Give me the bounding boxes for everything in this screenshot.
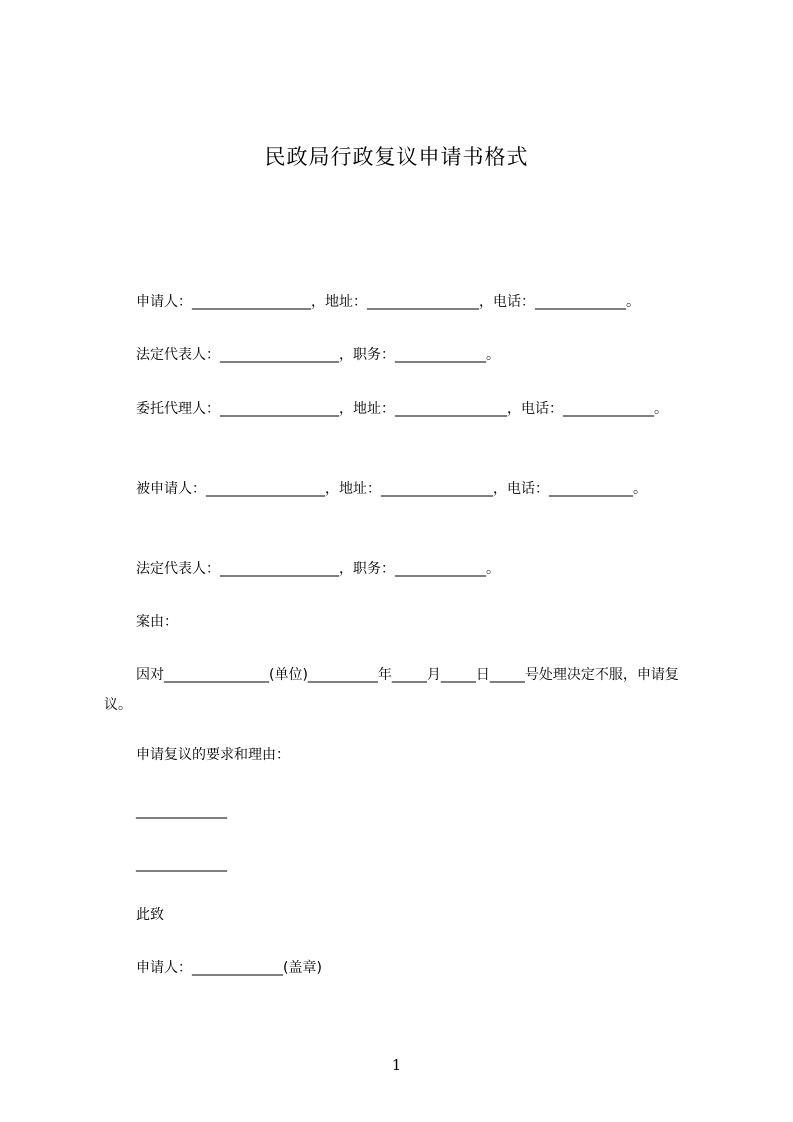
case-label: 案由： bbox=[136, 614, 178, 630]
reason-line: 因对_______________(单位)__________年_____月_____日_____号处理决定不服，申请复议。 bbox=[104, 667, 679, 713]
signature-line: 申请人：_____________(盖章) bbox=[136, 960, 322, 976]
respondent-legal-representative-line: 法定代表人：_________________，职务：_____________。 bbox=[136, 561, 500, 577]
blank-line: _____________ bbox=[136, 803, 227, 819]
applicant-line: 申请人：_________________，地址：________________，电话：_____________。 bbox=[136, 294, 640, 310]
agent-line: 委托代理人：_________________，地址：________________，电话：_____________。 bbox=[136, 401, 668, 417]
page-number: 1 bbox=[391, 1056, 402, 1074]
request-label: 申请复议的要求和理由： bbox=[136, 747, 290, 763]
blank-line: _____________ bbox=[136, 856, 227, 872]
legal-representative-line: 法定代表人：_________________，职务：_____________。 bbox=[136, 347, 500, 363]
document-title: 民政局行政复议申请书格式 bbox=[264, 145, 529, 169]
salutation: 此致 bbox=[136, 907, 164, 923]
respondent-line: 被申请人：_________________，地址：________________，电话：____________。 bbox=[136, 481, 647, 497]
